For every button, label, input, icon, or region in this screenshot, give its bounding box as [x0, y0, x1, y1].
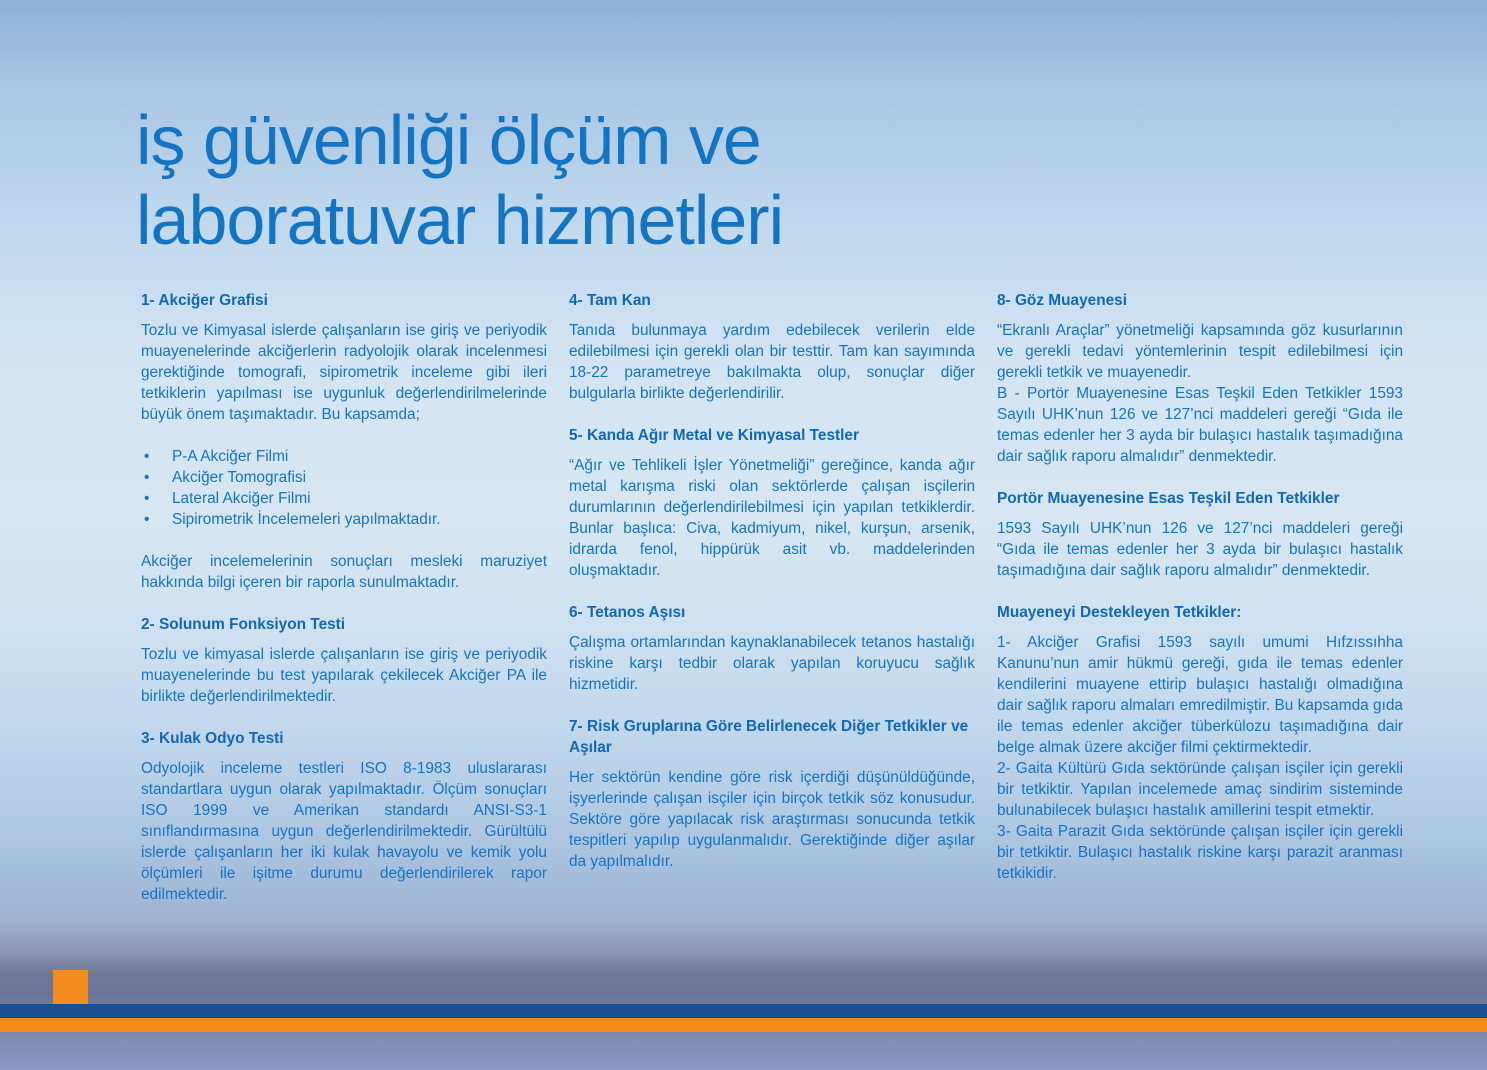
- list-item: • Sipirometrik İncelemeleri yapılmaktadır.: [141, 509, 547, 530]
- footer-stripe-orange: [0, 1018, 1487, 1032]
- section-text-portor: 1593 Sayılı UHK’nun 126 ve 127’nci maddeleri gereği “Gıda ile temas edenler her 3 ayda bir bulaşıcı hastalık taşımadığına dair sağlık raporu almalıdır” denmektedir.: [997, 520, 1403, 579]
- bullet-list: [141, 446, 547, 530]
- section-text-agir-metal: “Ağır ve Tehlikeli İşler Yönetmeliği” gereğince, kanda ağır metal karışma riski olan sektörlerde çalışan isçilerin durumlarının değerlendirilebilmesi için yapılan tetkiklerdir. Bunlar başlıca: Civa, kadmiyum, nikel, kurşun, arsenik, idrarda fenol, hippürük asit vb. maddelerinden oluşmaktadır.: [569, 457, 975, 579]
- section-heading-destekleyen-tetkikler: Muayeneyi Destekleyen Tetkikler:: [997, 604, 1242, 621]
- list-item: • Lateral Akciğer Filmi: [141, 488, 547, 509]
- section-heading-agir-metal: 5- Kanda Ağır Metal ve Kimyasal Testler: [569, 427, 859, 444]
- section-text-kulak-odyo: Odyolojik inceleme testleri ISO 8-1983 uluslararası standartlara uygun olarak yapılmaktadır. Ölçüm sonuçları ISO 1999 ve Amerikan standardı ANSI-S3-1 sınıflandırmasına uygun değerlendirilmektedir. Gürültülü islerde çalışanların her iki kulak havayolu ve kemik yolu ölçümleri ile işitme durumu değerlendirilerek rapor edilmektedir.: [141, 760, 547, 903]
- section-heading-akciger-grafisi: 1- Akciğer Grafisi: [141, 292, 268, 309]
- section-text-risk-gruplari: Her sektörün kendine göre risk içerdiği düşünüldüğünde, işyerlerinde çalışan isçiler için birçok tetkik söz konusudur. Sektöre göre yapılacak risk araştırması sonucunda tetkik tespitleri yapılıp uygulanmalıdır. Gerektiğinde diğer aşılar da yapılmalıdır.: [569, 769, 975, 870]
- page-title-line-2: laboratuvar hizmetleri: [136, 181, 784, 259]
- section-heading-kulak-odyo: 3- Kulak Odyo Testi: [141, 730, 284, 747]
- section-text-tetanos: Çalışma ortamlarından kaynaklanabilecek tetanos hastalığı riskine karşı tedbir olarak yapılan koruyucu sağlık hizmetidir.: [569, 634, 975, 693]
- section-heading-goz-muayenesi: 8- Göz Muayenesi: [997, 292, 1128, 309]
- section-heading-tetanos: 6- Tetanos Aşısı: [569, 604, 686, 621]
- section-text-akciger-sonuc: Akciğer incelemelerinin sonuçları mesleki maruziyet hakkında bilgi içeren bir raporla sunulmaktadır.: [141, 553, 547, 591]
- section-text-tam-kan: Tanıda bulunmaya yardım edebilecek verilerin elde edilebilmesi için gerekli olan bir testtir. Tam kan sayımında 18-22 parametreye bakılmakta olup, sonuçlar diğer bulgularla birlikte değerlendirilir.: [569, 322, 975, 402]
- section-text-akciger-grafisi-portor: 1- Akciğer Grafisi 1593 sayılı umumi Hıfzıssıhha Kanunu’nun amir hükmü gereği, gıda ile temas edenler kendilerini muayene ettirip bulaşıcı hastalığı olmadığına dair sağlık raporu almaları emredilmiştir. Bu kapsamda gıda ile temas edenler akciğer tüberkülozu taşımadığına dair belge almak üzere akciğer filmi çektirmektedir.: [997, 634, 1403, 756]
- section-text-gaita-kulturu: 2- Gaita Kültürü Gıda sektöründe çalışan isçiler için gerekli bir tetkiktir. Yapılan incelemede amaç sindirim sisteminde bulunabilecek bulaşıcı hastalık amillerini tespit etmektir.: [997, 760, 1403, 819]
- section-text-portor-b: B - Portör Muayenesine Esas Teşkil Eden Tetkikler 1593 Sayılı UHK’nun 126 ve 127’nci maddeleri gereği “Gıda ile temas edenler her 3 ayda bir bulaşıcı hastalık taşımadığına dair sağlık raporu almalıdır” denmektedir.: [997, 385, 1403, 465]
- section-heading-portor: Portör Muayenesine Esas Teşkil Eden Tetkikler: [997, 490, 1340, 507]
- section-text-gaita-parazit: 3- Gaita Parazit Gıda sektöründe çalışan isçiler için gerekli bir tetkiktir. Bulaşıcı hastalık riskine karşı parazit aranması tetkikidir.: [997, 823, 1403, 882]
- section-heading-solunum: 2- Solunum Fonksiyon Testi: [141, 616, 346, 633]
- list-item: • Akciğer Tomografisi: [141, 467, 547, 488]
- page-title-line-1: iş güvenliği ölçüm ve: [136, 101, 761, 179]
- section-text-goz-muayenesi: “Ekranlı Araçlar” yönetmeliği kapsamında göz kusurlarının ve gerekli tedavi yöntemlerinin tespit edilebilmesi için gerekli tetkik ve muayenedir.: [997, 322, 1403, 381]
- column-1: [141, 290, 547, 926]
- list-item: • P-A Akciğer Filmi: [141, 446, 547, 467]
- footer-stripe-navy: [0, 1004, 1487, 1018]
- column-2: [569, 290, 975, 893]
- section-heading-tam-kan: 4- Tam Kan: [569, 292, 651, 309]
- section-text-solunum: Tozlu ve kimyasal islerde çalışanların ise giriş ve periyodik muayenelerinde bu test yapılarak çekilecek Akciğer PA ile birlikte değerlendirilmektedir.: [141, 646, 547, 705]
- section-text-akciger-grafisi: Tozlu ve Kimyasal islerde çalışanların ise giriş ve periyodik muayenelerinde akciğerlerin radyolojik olarak incelenmesi gerektiğinde tomografi, sipirometrik inceleme gibi ileri tetkiklerin yapılması ise uygunluk değerlendirilmelerinde büyük önem taşımaktadır. Bu kapsamda;: [141, 322, 547, 423]
- page-title: [136, 100, 783, 260]
- section-heading-risk-gruplari: 7- Risk Gruplarına Göre Belirlenecek Diğer Tetkikler ve Aşılar: [569, 718, 969, 756]
- column-3: [997, 290, 1403, 884]
